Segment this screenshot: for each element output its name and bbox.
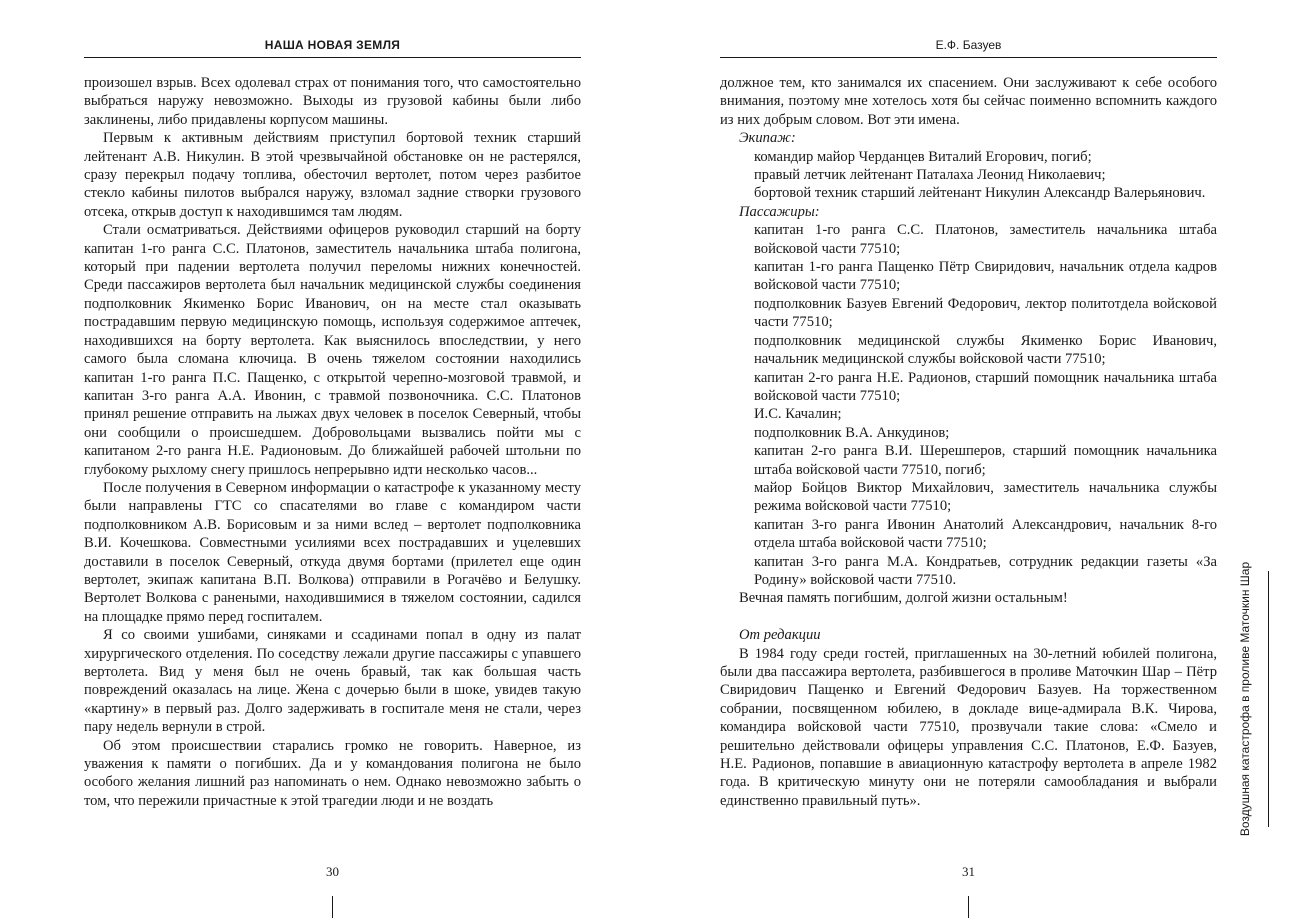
paragraph: Первым к активным действиям приступил бортовой техник старший лейтенант А.В. Никулин. В этой чрезвычайной обстановке он не растерялся, сразу перекрыл подачу топлива, обесточил вертолет, потом через разбитое стекло кабины пилотов выбрался наружу, взломал задние створки грузового отсека, открыв доступ к находившимся там людям. (84, 130, 581, 220)
passenger-list-item: капитан 1-го ранга Пащенко Пётр Свиридович, начальник отдела кадров войсковой части 77510; (754, 259, 1217, 294)
paragraph: Об этом происшествии старались громко не говорить. Наверное, из уважения к памяти о погибших. Да и у командования полигона не было особого желания лишний раз напоминать о нем. Однако невозможно забыть о том, что пережили причастные к этой трагедии люди и не воздать (84, 737, 581, 809)
vertical-section-title (1228, 561, 1262, 837)
left-page-text (84, 74, 581, 810)
passenger-list-item: майор Бойцов Виктор Михайлович, заместитель начальника службы режима войсковой части 77510; (754, 479, 1217, 515)
crew-list-item: командир майор Черданцев Виталий Егорович, погиб; (754, 148, 1092, 165)
right-running-head: Е.Ф. Базуев (720, 38, 1217, 58)
crew-heading: Экипаж: (739, 130, 796, 147)
section-title-text: Воздушная катастрофа в проливе Маточкин Шар (1238, 561, 1253, 837)
passenger-list-item: капитан 3-го ранга М.А. Кондратьев, сотрудник редакции газеты «За Родину» войсковой части 77510. (754, 553, 1217, 588)
blank-line (720, 608, 1217, 626)
left-page (84, 0, 581, 918)
right-page-number: 31 (962, 864, 975, 879)
paragraph: должное тем, кто занимался их спасением. Они заслуживают к себе особого внимания, поэтому мне хотелось хотя бы сейчас поименно вспомнить каждого из них добрым словом. Вот эти имена. (720, 75, 1217, 128)
passenger-list-item: подполковник медицинской службы Якименко Борис Иванович, начальник медицинской службы войсковой части 77510; (754, 332, 1217, 368)
right-crop-mark (968, 896, 969, 918)
paragraph: Стали осматриваться. Действиями офицеров руководил старший на борту капитан 1-го ранга С.С. Платонов, заместитель начальника штаба полигона, который при падении вертолета получил переломы нижних конечностей. Среди пассажиров вертолета был начальник медицинской службы соединения подполковник Якименко Борис Иванович, он на месте стал оказывать пострадавшим первую медицинскую помощь, используя содержимое аптечек, находившихся на борту вертолета. Как выяснилось впоследствии, у него самого была сломана ключица. В очень тяжелом состоянии находились капитан 1-го ранга П.С. Пащенко, с открытой черепно-мозговой травмой, и капитан 3-го ранга А.А. Ивонин, с травмой позвоночника. С.С. Платонов принял решение отправить на лыжах двух человек в поселок Северный, чтобы они сообщили о происшедшем. Добровольцами вызвались пойти мы с капитаном 2-го ранга Н.Е. Радионовым. До ближайшей рабочей штольни по глубокому рыхлому снегу пришлось непрерывно идти несколько часов... (84, 222, 581, 478)
passenger-list-item: подполковник Базуев Евгений Федорович, лектор политотдела войсковой части 77510; (754, 295, 1217, 331)
side-title-rule (1268, 571, 1269, 827)
passengers-heading: Пассажиры: (739, 203, 820, 220)
crew-list-item: бортовой техник старший лейтенант Никулин Александр Валерьянович. (754, 185, 1206, 202)
passenger-list-item: капитан 2-го ранга В.И. Шерешперов, старший помощник начальника штаба войсковой части 77510, погиб; (754, 443, 1217, 478)
paragraph: Я со своими ушибами, синяками и ссадинами попал в одну из палат хирургического отделения. По соседству лежали другие пассажиры с упавшего вертолета. Вид у меня был не очень бравый, так как большая часть повреждений оказалась на лице. Жена с дочерью были в шоке, увидев такую «картину» в первый раз. Долго задерживать в госпитале меня не стали, через пару недель вернули в строй. (84, 627, 581, 736)
editorial-paragraph: В 1984 году среди гостей, приглашенных на 30-летний юбилей полигона, были два пассажира вертолета, разбившегося в проливе Маточкин Шар – Пётр Свиридович Пащенко и Евгений Федорович Базуев. На торжественном собрании, посвященном юбилею, в докладе вице-адмирала В.К. Чирова, командира войсковой части 77510, прозвучали такие слова: «Смело и решительно действовали офицеры управления С.С. Платонов, Е.Ф. Базуев, Н.Е. Радионов, попавшие в авиационную катастрофу вертолета в апреле 1982 года. В критическую минуту они не потеряли самообладания и выбрали единственно правильный путь». (720, 645, 1217, 809)
crew-list-item: правый летчик лейтенант Паталаха Леонид Николаевич; (754, 167, 1106, 184)
left-page-number: 30 (326, 864, 339, 879)
passenger-list-item: капитан 2-го ранга Н.Е. Радионов, старший помощник начальника штаба войсковой части 77510; (754, 369, 1217, 404)
passenger-list-item: И.С. Качалин; (754, 406, 842, 423)
paragraph: произошел взрыв. Всех одолевал страх от понимания того, что самостоятельно выбраться наружу невозможно. Выходы из грузовой кабины были либо заклинены, либо придавлены корпусом машины. (84, 75, 581, 128)
right-page-text (720, 74, 1217, 810)
passenger-list-item: капитан 1-го ранга С.С. Платонов, заместитель начальника штаба войсковой части 77510; (754, 222, 1217, 257)
left-running-head: НАША НОВАЯ ЗЕМЛЯ (84, 38, 581, 58)
editorial-heading: От редакции (739, 627, 821, 644)
passenger-list-item: капитан 3-го ранга Ивонин Анатолий Александрович, начальник 8-го отдела штаба войсковой части 77510; (754, 516, 1217, 552)
paragraph: После получения в Северном информации о катастрофе к указанному месту были направлены ГТС со спасателями во главе с командиром части подполковником А.В. Борисовым и за ними вслед – вертолет подполковника В.И. Кочешкова. Совместными усилиями всех пострадавших и уцелевших доставили в поселок Северный, откуда двумя бортами (прилетел еще один вертолет, экипаж капитана В.П. Волкова) отправили в Рогачёво и Белушку. Вертолет Волкова с ранеными, находившимися в тяжелом состоянии, садился на площадке прямо перед госпиталем. (84, 479, 581, 625)
right-page (720, 0, 1217, 918)
passenger-list-item: подполковник В.А. Анкудинов; (754, 424, 950, 441)
memory-line: Вечная память погибшим, долгой жизни остальным! (739, 590, 1068, 607)
left-crop-mark (332, 896, 333, 918)
